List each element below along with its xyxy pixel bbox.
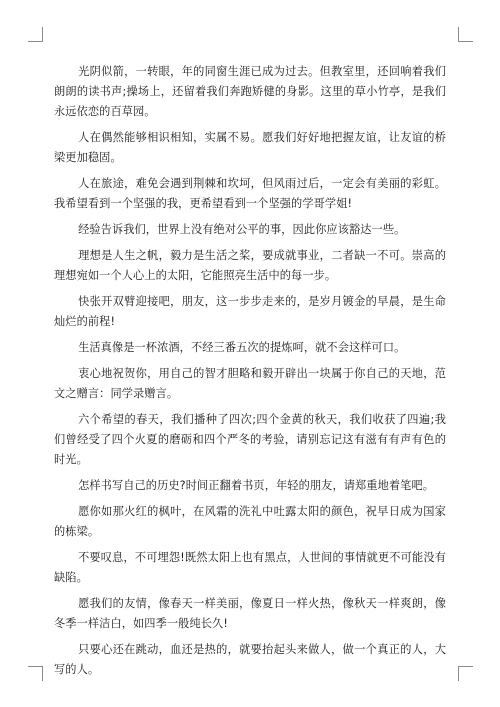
paragraph: 光阴似箭，一转眼，年的同窗生涯已成为过去。但教室里，还回响着我们朗朗的读书声;操场上，还留着我们奔跑矫健的身影。这里的草小竹亭，是我们永远依恋的百草园。	[54, 65, 446, 118]
paragraph: 生活真像是一杯浓酒，不经三番五次的提炼呵，就不会这样可口。	[78, 341, 406, 354]
paragraph: 只要心还在跳动，血还是热的，就要抬起头来做人，做一个真正的人，大写的人。	[54, 643, 446, 676]
paragraph: 人在偶然能够相识相知，实属不易。愿我们好好地把握友谊，让友谊的桥梁更加稳固。	[54, 131, 446, 164]
crop-mark-top-left	[28, 27, 43, 42]
paragraph: 怎样书写自己的历史?时间正翻着书页，年轻的朋友，请郑重地着笔吧。	[78, 479, 435, 492]
paragraph: 衷心地祝贺你，用自己的智才胆略和毅开辟出一块属于你自己的天地，范文之赠言：同学录赠言。	[54, 367, 446, 400]
paragraph: 经验告诉我们，世界上没有绝对公平的事，因此你应该豁达一些。	[78, 223, 406, 236]
crop-mark-top-right	[458, 27, 473, 42]
paragraph: 理想是人生之帆，毅力是生活之桨，要成就事业，二者缺一不可。崇高的理想宛如一个人心上的太阳，它能照亮生活中的每一步。	[54, 249, 446, 282]
paragraph: 人在旅途，难免会遇到荆棘和坎坷，但风雨过后，一定会有美丽的彩虹。我希望看到一个坚强的我，更希望看到一个坚强的学哥学姐!	[54, 177, 446, 210]
paragraph: 愿你如那火红的枫叶，在风霜的洗礼中吐露太阳的颜色，祝早日成为国家的栋梁。	[54, 505, 446, 538]
crop-mark-bottom-left	[28, 666, 43, 681]
crop-mark-bottom-right	[458, 666, 473, 681]
paragraph: 六个希望的春天，我们播种了四次;四个金黄的秋天，我们收获了四遍;我们曾经受了四个火夏的磨砺和四个严冬的考验，请别忘记这有滋有有声有色的时光。	[54, 413, 446, 466]
paragraph: 快张开双臂迎接吧，朋友，这一步步走来的，是岁月镀金的早晨，是生命灿烂的前程!	[54, 295, 446, 328]
paragraph: 不要叹息，不可埋怨!既然太阳上也有黑点，人世间的事情就更不可能没有缺陷。	[54, 551, 446, 584]
document-body	[54, 62, 446, 686]
paragraph: 愿我们的友情，像春天一样美丽，像夏日一样火热，像秋天一样爽朗，像冬季一样洁白，如四季一般纯长久!	[54, 597, 446, 630]
